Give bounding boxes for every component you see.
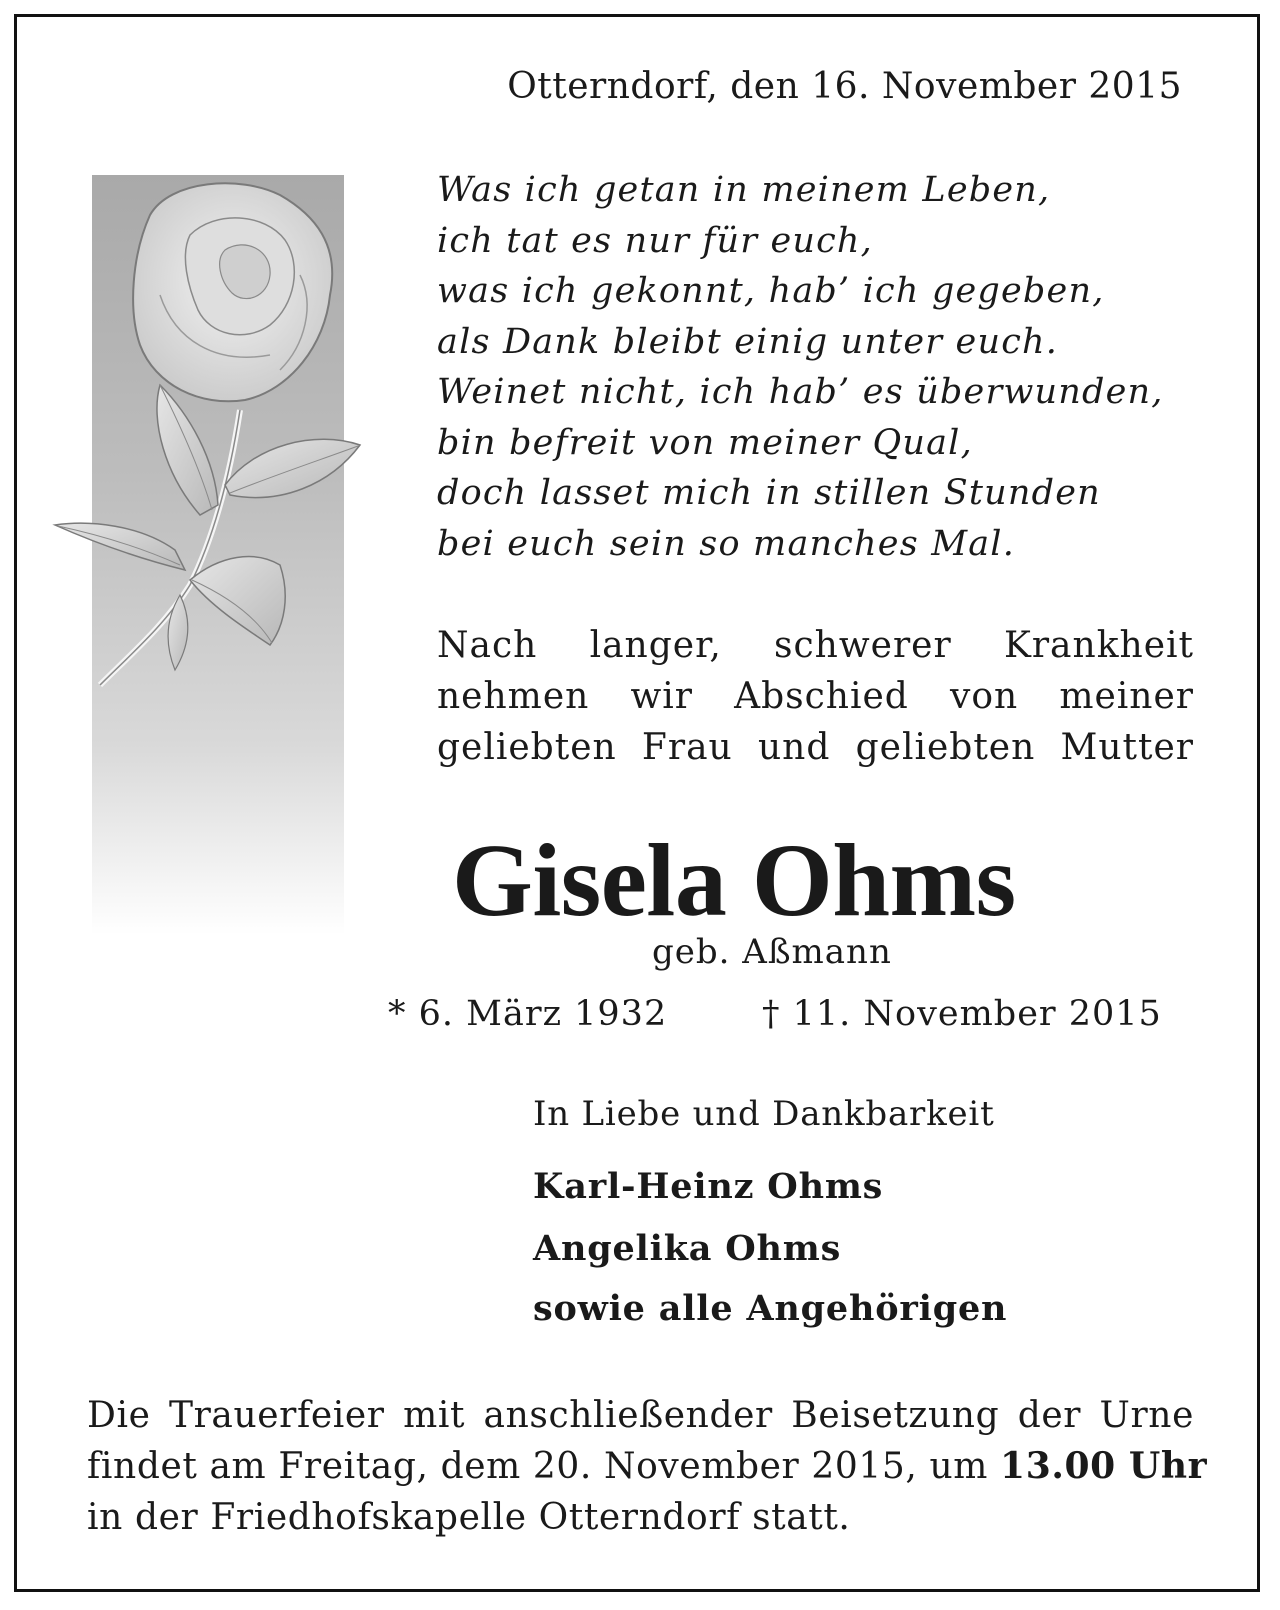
mourner-name: Karl-Heinz Ohms (533, 1166, 884, 1207)
funeral-line: Die Trauerfeier mit anschließender Beisetzung der Urne (87, 1395, 1194, 1436)
deceased-name: Gisela Ohms (452, 823, 1016, 938)
funeral-line (87, 1441, 1208, 1492)
poem-line: Was ich getan in meinem Leben, (437, 170, 1051, 210)
poem-line: ich tat es nur für euch, (437, 220, 873, 261)
intro-line: Nach langer, schwerer Krankheit (437, 625, 1194, 666)
rose-icon (40, 175, 380, 715)
poem (437, 165, 1164, 569)
mourners-intro: In Liebe und Dankbarkeit (533, 1094, 995, 1134)
funeral-line: in der Friedhofskapelle Otterndorf statt. (87, 1497, 851, 1538)
poem-line: doch lasset mich in stillen Stunden (437, 473, 1101, 513)
funeral-date-text: findet am Freitag, dem 20. November 2015, um (87, 1446, 988, 1487)
intro-text (437, 620, 1194, 773)
funeral-time: 13.00 Uhr (1000, 1445, 1208, 1487)
death-date: † 11. November 2015 (762, 994, 1162, 1034)
poem-line: als Dank bleibt einig unter euch. (437, 321, 1059, 362)
poem-line: bei euch sein so manches Mal. (437, 523, 1016, 564)
mourner-name: Angelika Ohms (533, 1228, 842, 1269)
poem-line: Weinet nicht, ich hab’ es überwunden, (437, 372, 1164, 412)
intro-line: geliebten Frau und geliebten Mutter (437, 727, 1194, 768)
poem-line: was ich gekonnt, hab’ ich gegeben, (437, 271, 1105, 311)
date-line: Otterndorf, den 16. November 2015 (507, 66, 1182, 107)
birth-date: * 6. März 1932 (388, 994, 668, 1034)
intro-line: nehmen wir Abschied von meiner (437, 676, 1194, 717)
maiden-name: geb. Aßmann (652, 932, 892, 972)
funeral-notice (87, 1390, 1208, 1543)
poem-line: bin befreit von meiner Qual, (437, 422, 973, 463)
mourner-name: sowie alle Angehörigen (533, 1288, 1008, 1329)
